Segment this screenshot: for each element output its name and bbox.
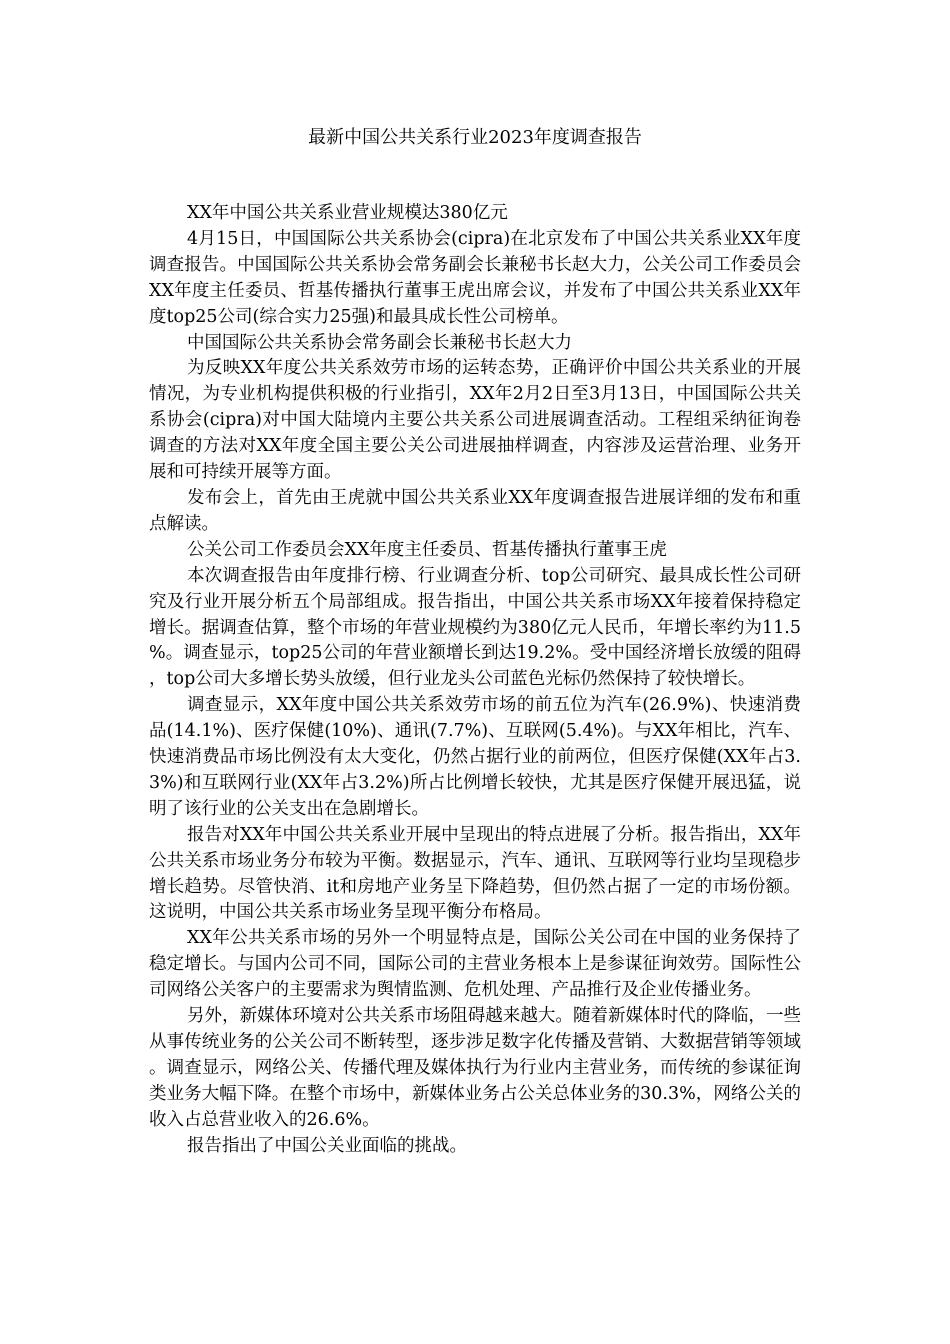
paragraph-survey-purpose: 为反映XX年度公共关系效劳市场的运转态势，正确评价中国公共关系业的开展情况，为专业机构提供积极的行业指引，XX年2月2日至3月13日，中国国际公共关系协会(cipra)对中国大陆境内主要公共关系公司进展调查活动。工程组采纳征询卷调查的方法对XX年度全国主要公关公司进展抽样调查，内容涉及运营治理、业务开展和可持续开展等方面。 — [149, 358, 801, 483]
paragraph-report-structure: 本次调查报告由年度排行榜、行业调查分析、top公司研究、最具成长性公司研究及行业开展分析五个局部组成。报告指出，中国公共关系市场XX年接着保持稳定增长。据调查估算，整个市场的年营业规模约为380亿元人民币，年增长率约为11.5%。调查显示，top25公司的年营业额增长到达19.2%。受中国经济增长放缓的阻碍，top公司大多增长势头放缓，但行业龙头公司蓝色光标仍然保持了较快增长。 — [149, 565, 801, 690]
paragraph-international: XX年公共关系市场的另外一个明显特点是，国际公关公司在中国的业务保持了稳定增长。与国内公司不同，国际公司的主营业务根本上是参谋征询效劳。国际性公司网络公关客户的主要需求为舆情监测、危机处理、产品推行及企业传播业务。 — [149, 928, 801, 1001]
paragraph-caption-wang: 公关公司工作委员会XX年度主任委员、哲基传播执行董事王虎 — [187, 539, 667, 560]
paragraph-market-shares: 调查显示，XX年度中国公共关系效劳市场的前五位为汽车(26.9%)、快速消费品(14.1%)、医疗保健(10%)、通讯(7.7%)、互联网(5.4%)。与XX年相比，汽车、快速消费品市场比例没有太大变化，仍然占据行业的前两位，但医疗保健(XX年占3.3%)和互联网行业(XX年占3.2%)所占比例增长较快，尤其是医疗保健开展迅猛，说明了该行业的公关支出在急剧增长。 — [149, 695, 801, 819]
paragraph-new-media: 另外，新媒体环境对公共关系市场阻碍越来越大。随着新媒体时代的降临，一些从事传统业务的公关公司不断转型，逐步涉足数字化传播及营销、大数据营销等领域。调查显示，网络公关、传播代理及媒体执行为行业内主营业务，而传统的参谋征询类业务大幅下降。在整个市场中，新媒体业务占公关总体业务的30.3%，网络公关的收入占总营业收入的26.6%。 — [149, 1006, 801, 1130]
paragraph-challenges: 报告指出了中国公关业面临的挑战。 — [187, 1135, 467, 1156]
paragraph-caption-zhao: 中国国际公共关系协会常务副会长兼秘书长赵大力 — [187, 332, 572, 353]
document-body — [149, 201, 801, 1160]
paragraph-characteristics: 报告对XX年中国公共关系业开展中呈现出的特点进展了分析。报告指出，XX年公共关系市场业务分布较为平衡。数据显示，汽车、通讯、互联网等行业均呈现稳步增长趋势。尽管快消、it和房地产业务呈下降趋势，但仍然占据了一定的市场份额。这说明，中国公共关系市场业务呈现平衡分布格局。 — [149, 824, 801, 923]
document-title: 最新中国公共关系行业2023年度调查报告 — [308, 127, 642, 148]
paragraph-briefing: 发布会上，首先由王虎就中国公共关系业XX年度调查报告进展详细的发布和重点解读。 — [149, 487, 801, 534]
paragraph-headline: XX年中国公共关系业营业规模达380亿元 — [187, 203, 508, 223]
paragraph-release: 4月15日，中国国际公共关系协会(cipra)在北京发布了中国公共关系业XX年度调查报告。中国国际公共关系协会常务副会长兼秘书长赵大力，公关公司工作委员会XX年度主任委员、哲基传播执行董事王虎出席会议，并发布了中国公共关系业XX年度top25公司(综合实力25强)和最具成长性公司榜单。 — [149, 228, 801, 327]
